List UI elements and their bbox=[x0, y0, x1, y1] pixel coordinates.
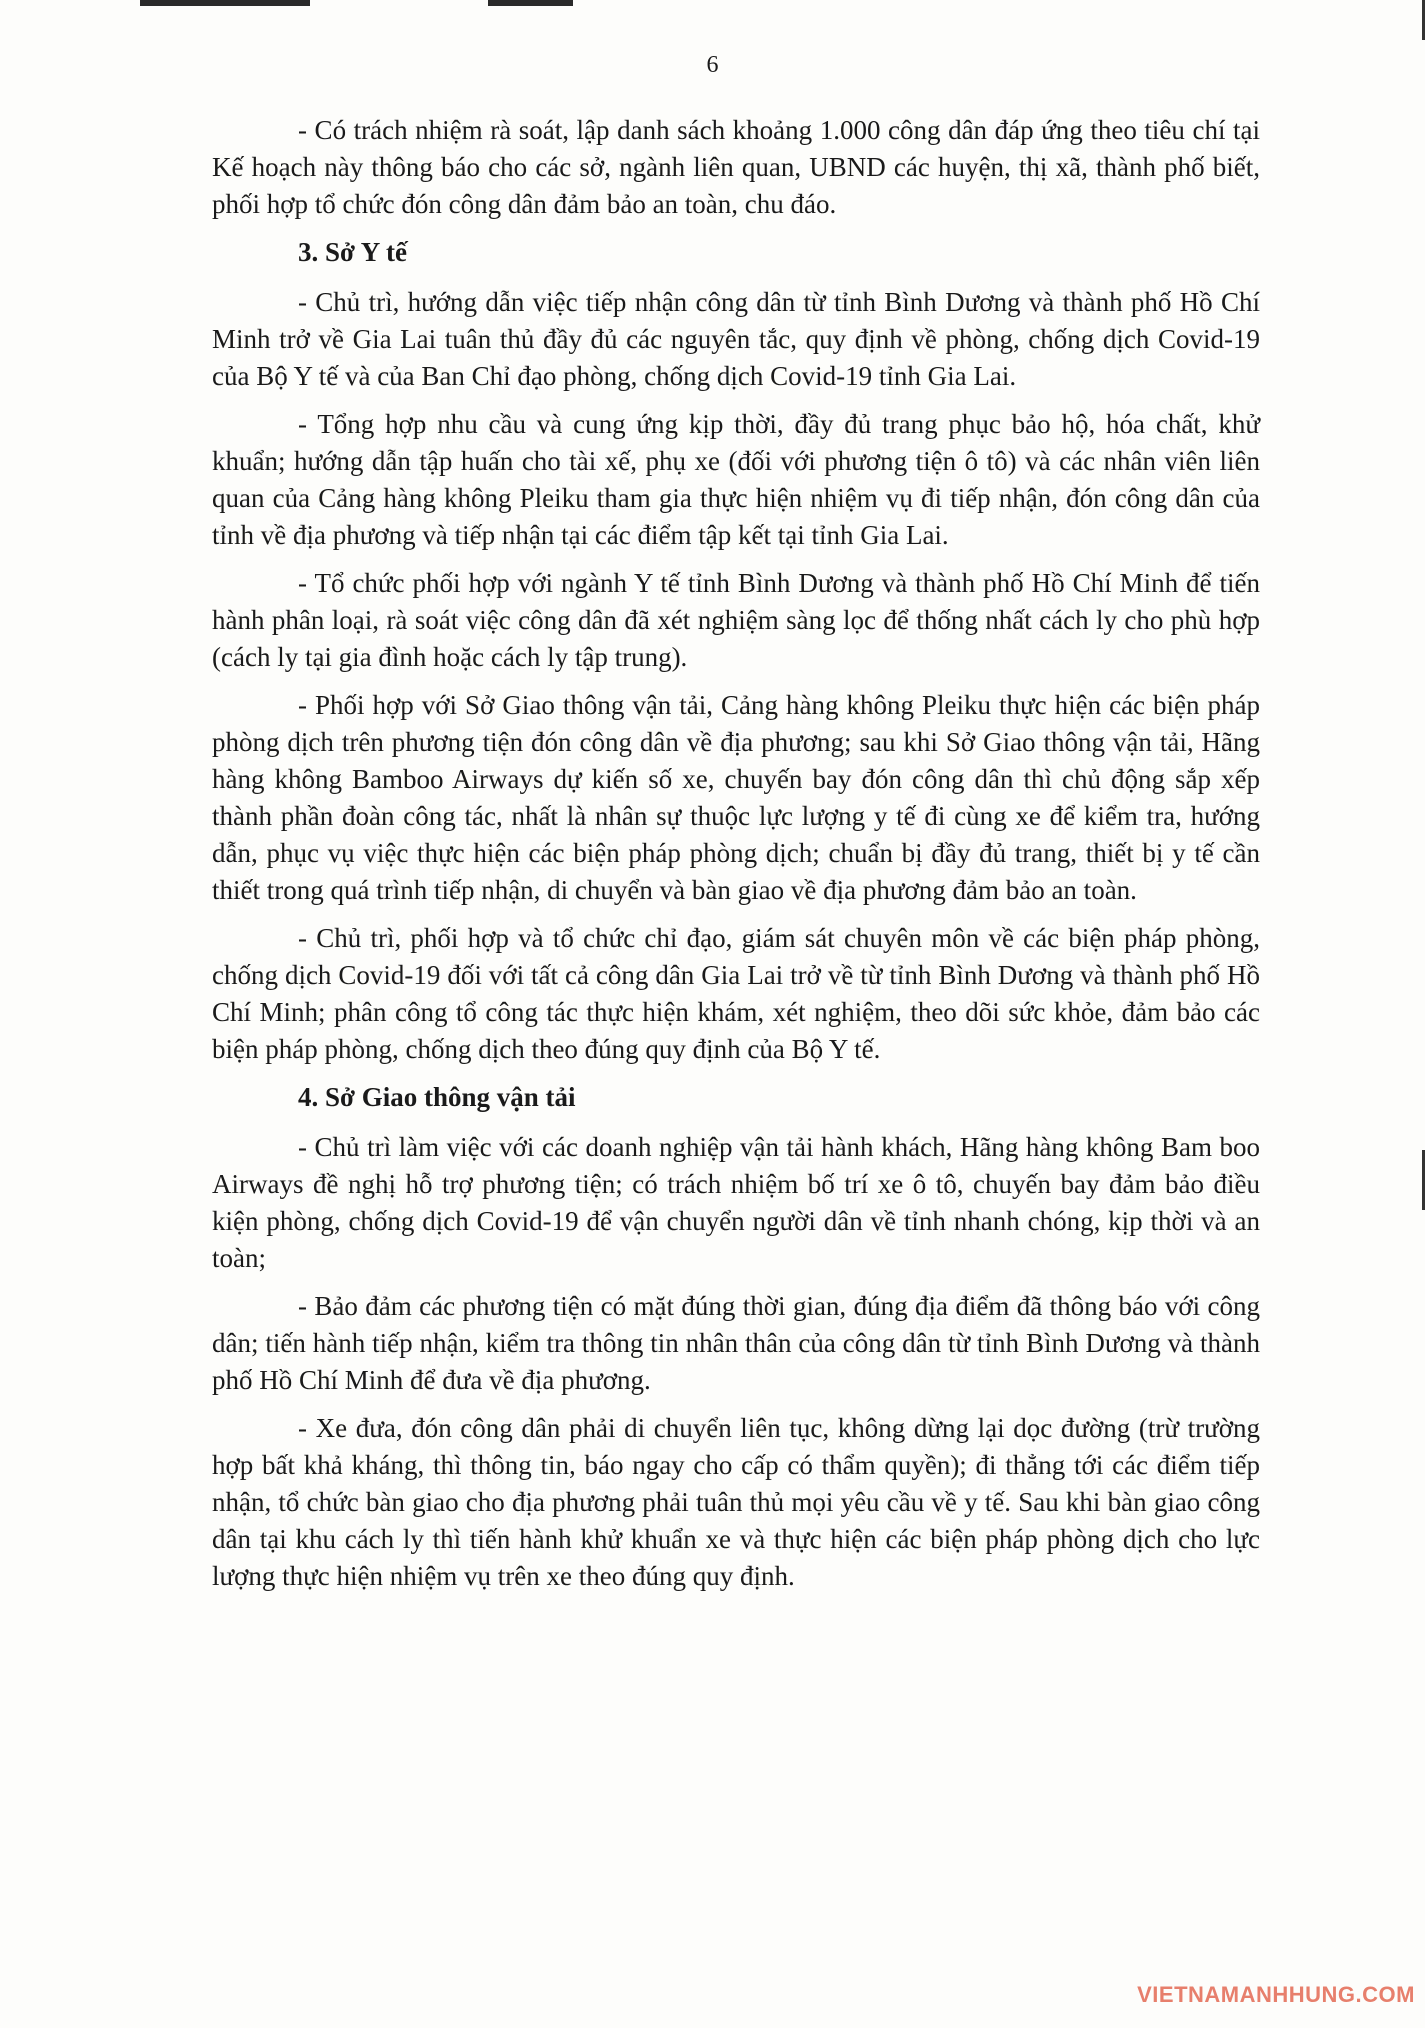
paragraph: - Chủ trì, phối hợp và tổ chức chỉ đạo, giám sát chuyên môn về các biện pháp phòng, chống dịch Covid-19 đối với tất cả công dân Gia Lai trở về từ tỉnh Bình Dương và thành phố Hồ Chí Minh; phân công tổ công tác thực hiện khám, xét nghiệm, theo dõi sức khỏe, đảm bảo các biện pháp phòng, chống dịch theo đúng quy định của Bộ Y tế. bbox=[212, 923, 1260, 1064]
scan-artifact bbox=[140, 0, 310, 6]
paragraph: - Phối hợp với Sở Giao thông vận tải, Cảng hàng không Pleiku thực hiện các biện pháp phòng dịch trên phương tiện đón công dân về địa phương; sau khi Sở Giao thông vận tải, Hãng hàng không Bamboo Airways dự kiến số xe, chuyến bay đón công dân thì chủ động sắp xếp thành phần đoàn công tác, nhất là nhân sự thuộc lực lượng y tế đi cùng xe để kiểm tra, hướng dẫn, phục vụ việc thực hiện các biện pháp phòng dịch; chuẩn bị đầy đủ trang, thiết bị y tế cần thiết trong quá trình tiếp nhận, di chuyển và bàn giao về địa phương đảm bảo an toàn. bbox=[212, 690, 1260, 905]
section-heading: 4. Sở Giao thông vận tải bbox=[298, 1082, 576, 1112]
paragraph: - Chủ trì, hướng dẫn việc tiếp nhận công dân từ tỉnh Bình Dương và thành phố Hồ Chí Minh trở về Gia Lai tuân thủ đầy đủ các nguyên tắc, quy định về phòng, chống dịch Covid-19 của Bộ Y tế và của Ban Chỉ đạo phòng, chống dịch Covid-19 tỉnh Gia Lai. bbox=[212, 287, 1260, 391]
watermark-logo: VIETNAMANHHUNG.COM bbox=[1137, 1982, 1415, 2007]
paragraph: - Tổ chức phối hợp với ngành Y tế tỉnh Bình Dương và thành phố Hồ Chí Minh để tiến hành phân loại, rà soát việc công dân đã xét nghiệm sàng lọc để thống nhất cách ly cho phù hợp (cách ly tại gia đình hoặc cách ly tập trung). bbox=[212, 568, 1260, 672]
document-body bbox=[212, 112, 1260, 1606]
paragraph: - Bảo đảm các phương tiện có mặt đúng thời gian, đúng địa điểm đã thông báo với công dân; tiến hành tiếp nhận, kiểm tra thông tin nhân thân của công dân từ tỉnh Bình Dương và thành phố Hồ Chí Minh để đưa về địa phương. bbox=[212, 1291, 1260, 1395]
paragraph: - Xe đưa, đón công dân phải di chuyển liên tục, không dừng lại dọc đường (trừ trường hợp bất khả kháng, thì thông tin, báo ngay cho cấp có thẩm quyền); đi thẳng tới các điểm tiếp nhận, tổ chức bàn giao cho địa phương phải tuân thủ mọi yêu cầu về y tế. Sau khi bàn giao công dân tại khu cách ly thì tiến hành khử khuẩn xe và thực hiện các biện pháp phòng dịch cho lực lượng thực hiện nhiệm vụ trên xe theo đúng quy định. bbox=[212, 1413, 1260, 1591]
scan-artifact bbox=[488, 0, 573, 6]
paragraph: - Chủ trì làm việc với các doanh nghiệp vận tải hành khách, Hãng hàng không Bam boo Airways đề nghị hỗ trợ phương tiện; có trách nhiệm bố trí xe ô tô, chuyến bay đảm bảo điều kiện phòng, chống dịch Covid-19 để vận chuyển người dân về tỉnh nhanh chóng, kịp thời và an toàn; bbox=[212, 1132, 1260, 1273]
paragraph: - Có trách nhiệm rà soát, lập danh sách khoảng 1.000 công dân đáp ứng theo tiêu chí tại Kế hoạch này thông báo cho các sở, ngành liên quan, UBND các huyện, thị xã, thành phố biết, phối hợp tổ chức đón công dân đảm bảo an toàn, chu đáo. bbox=[212, 115, 1260, 219]
paragraph: - Tổng hợp nhu cầu và cung ứng kịp thời, đầy đủ trang phục bảo hộ, hóa chất, khử khuẩn; hướng dẫn tập huấn cho tài xế, phụ xe (đối với phương tiện ô tô) và các nhân viên liên quan của Cảng hàng không Pleiku tham gia thực hiện nhiệm vụ đi tiếp nhận, đón công dân của tỉnh về địa phương và tiếp nhận tại các điểm tập kết tại tỉnh Gia Lai. bbox=[212, 409, 1260, 550]
section-heading: 3. Sở Y tế bbox=[298, 237, 407, 267]
page-number: 6 bbox=[706, 52, 719, 78]
